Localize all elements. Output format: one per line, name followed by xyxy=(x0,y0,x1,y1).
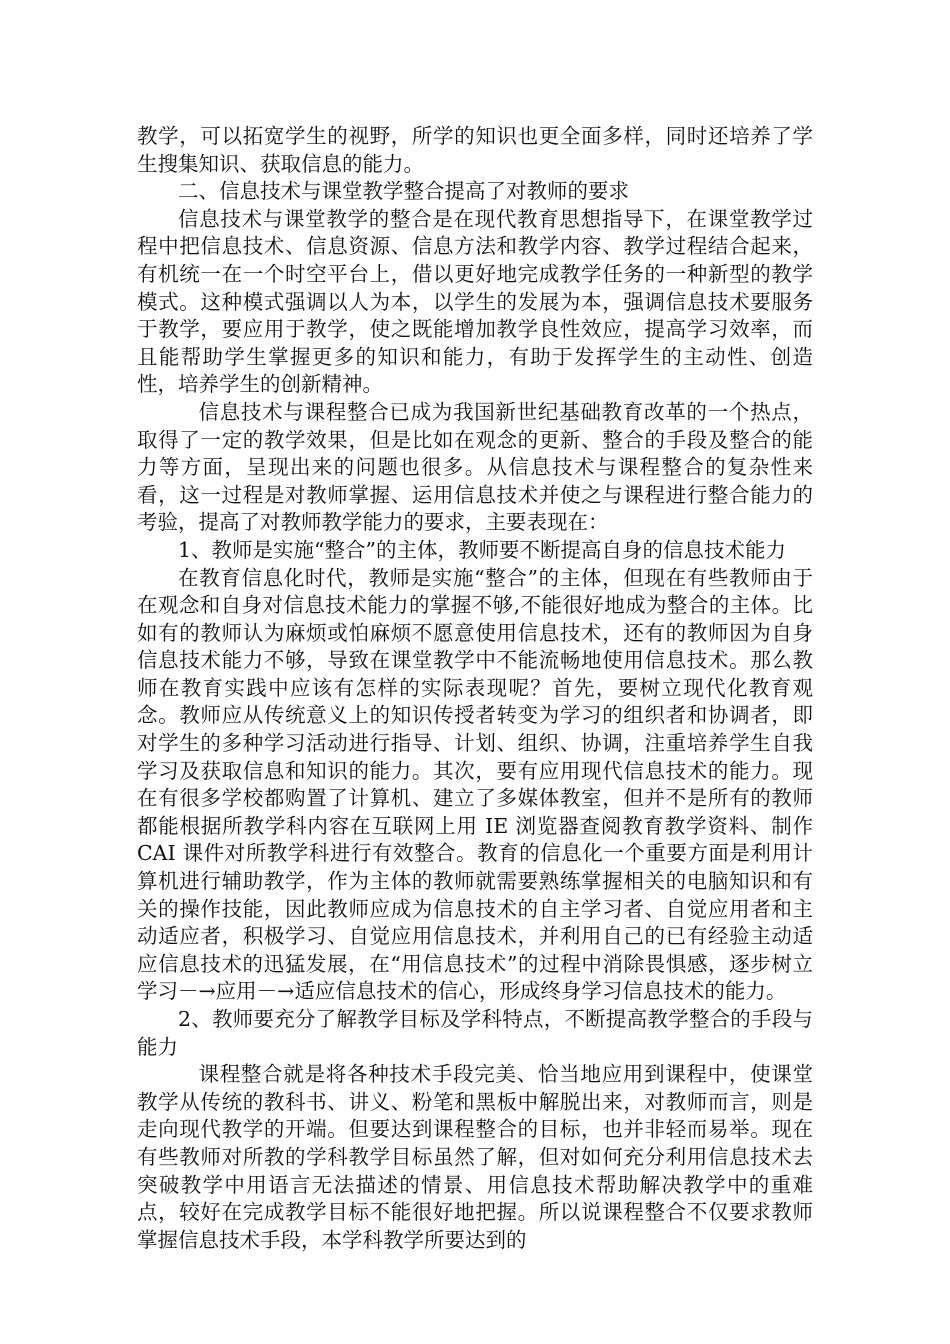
document-page xyxy=(137,123,813,1254)
subheading-2: 2、教师要充分了解教学目标及学科特点，不断提高教学整合的手段与能力 xyxy=(137,1007,813,1059)
paragraph-curriculum-integration: 课程整合就是将各种技术手段完美、恰当地应用到课程中，使课堂教学从传统的教科书、讲义、粉笔和黑板中解脱出来，对教师而言，则是走向现代教学的开端。但要达到课程整合的目标，也并非轻而易举。现在有些教师对所教的学科教学目标虽然了解，但对如何充分利用信息技术去突破教学中用语言无法描述的情景、用信息技术帮助解决教学中的重难点，较好在完成教学目标不能很好地把握。所以说课程整合不仅要求教师掌握信息技术手段，本学科教学所要达到的 xyxy=(137,1062,813,1252)
paragraph-integration-problems: 信息技术与课程整合已成为我国新世纪基础教育改革的一个热点，取得了一定的教学效果，但是比如在观念的更新、整合的手段及整合的能力等方面，呈现出来的问题也很多。从信息技术与课程整合的复杂性来看，这一过程是对教师掌握、运用信息技术并使之与课程进行整合能力的考验，提高了对教师教学能力的要求，主要表现在： xyxy=(137,399,813,535)
paragraph-teacher-subject: 在教育信息化时代，教师是实施“整合”的主体，但现在有些教师由于在观念和自身对信息技术能力的掌握不够,不能很好地成为整合的主体。比如有的教师认为麻烦或怕麻烦不愿意使用信息技术，还有的教师因为自身信息技术能力不够，导致在课堂教学中不能流畅地使用信息技术。那么教师在教育实践中应该有怎样的实际表现呢？首先，要树立现代化教育观念。教师应从传统意义上的知识传授者转变为学习的组织者和协调者，即对学生的多种学习活动进行指导、计划、组织、协调，注重培养学生自我学习及获取信息和知识的能力。其次，要有应用现代信息技术的能力。现在有很多学校都购置了计算机、建立了多媒体教室，但并不是所有的教师都能根据所教学科内容在互联网上用 IE 浏览器查阅教育教学资料、制作 CAI 课件对所教学科进行有效整合。教育的信息化一个重要方面是利用计算机进行辅助教学，作为主体的教师就需要熟练掌握相关的电脑知识和有关的操作技能，因此教师应成为信息技术的自主学习者、自觉应用者和主动适应者，积极学习、自觉应用信息技术，并利用自己的已有经验主动适应信息技术的迅猛发展，在“用信息技术”的过程中消除畏惧感，逐步树立学习－→应用－→适应信息技术的信心，形成终身学习信息技术的能力。 xyxy=(137,565,813,1004)
paragraph-continuation: 教学，可以拓宽学生的视野，所学的知识也更全面多样，同时还培养了学生搜集知识、获取信息的能力。 xyxy=(137,124,813,176)
subheading-1: 1、教师是实施“整合”的主体，教师要不断提高自身的信息技术能力 xyxy=(178,537,787,562)
section-heading: 二、信息技术与课堂教学整合提高了对教师的要求 xyxy=(178,179,629,204)
paragraph-integration-definition: 信息技术与课堂教学的整合是在现代教育思想指导下，在课堂教学过程中把信息技术、信息资源、信息方法和教学内容、教学过程结合起来，有机统一在一个时空平台上，借以更好地完成教学任务的一种新型的教学模式。这种模式强调以人为本，以学生的发展为本，强调信息技术要服务于教学，要应用于教学，使之既能增加教学良性效应，提高学习效率，而且能帮助学生掌握更多的知识和能力，有助于发挥学生的主动性、创造性，培养学生的创新精神。 xyxy=(137,206,813,397)
